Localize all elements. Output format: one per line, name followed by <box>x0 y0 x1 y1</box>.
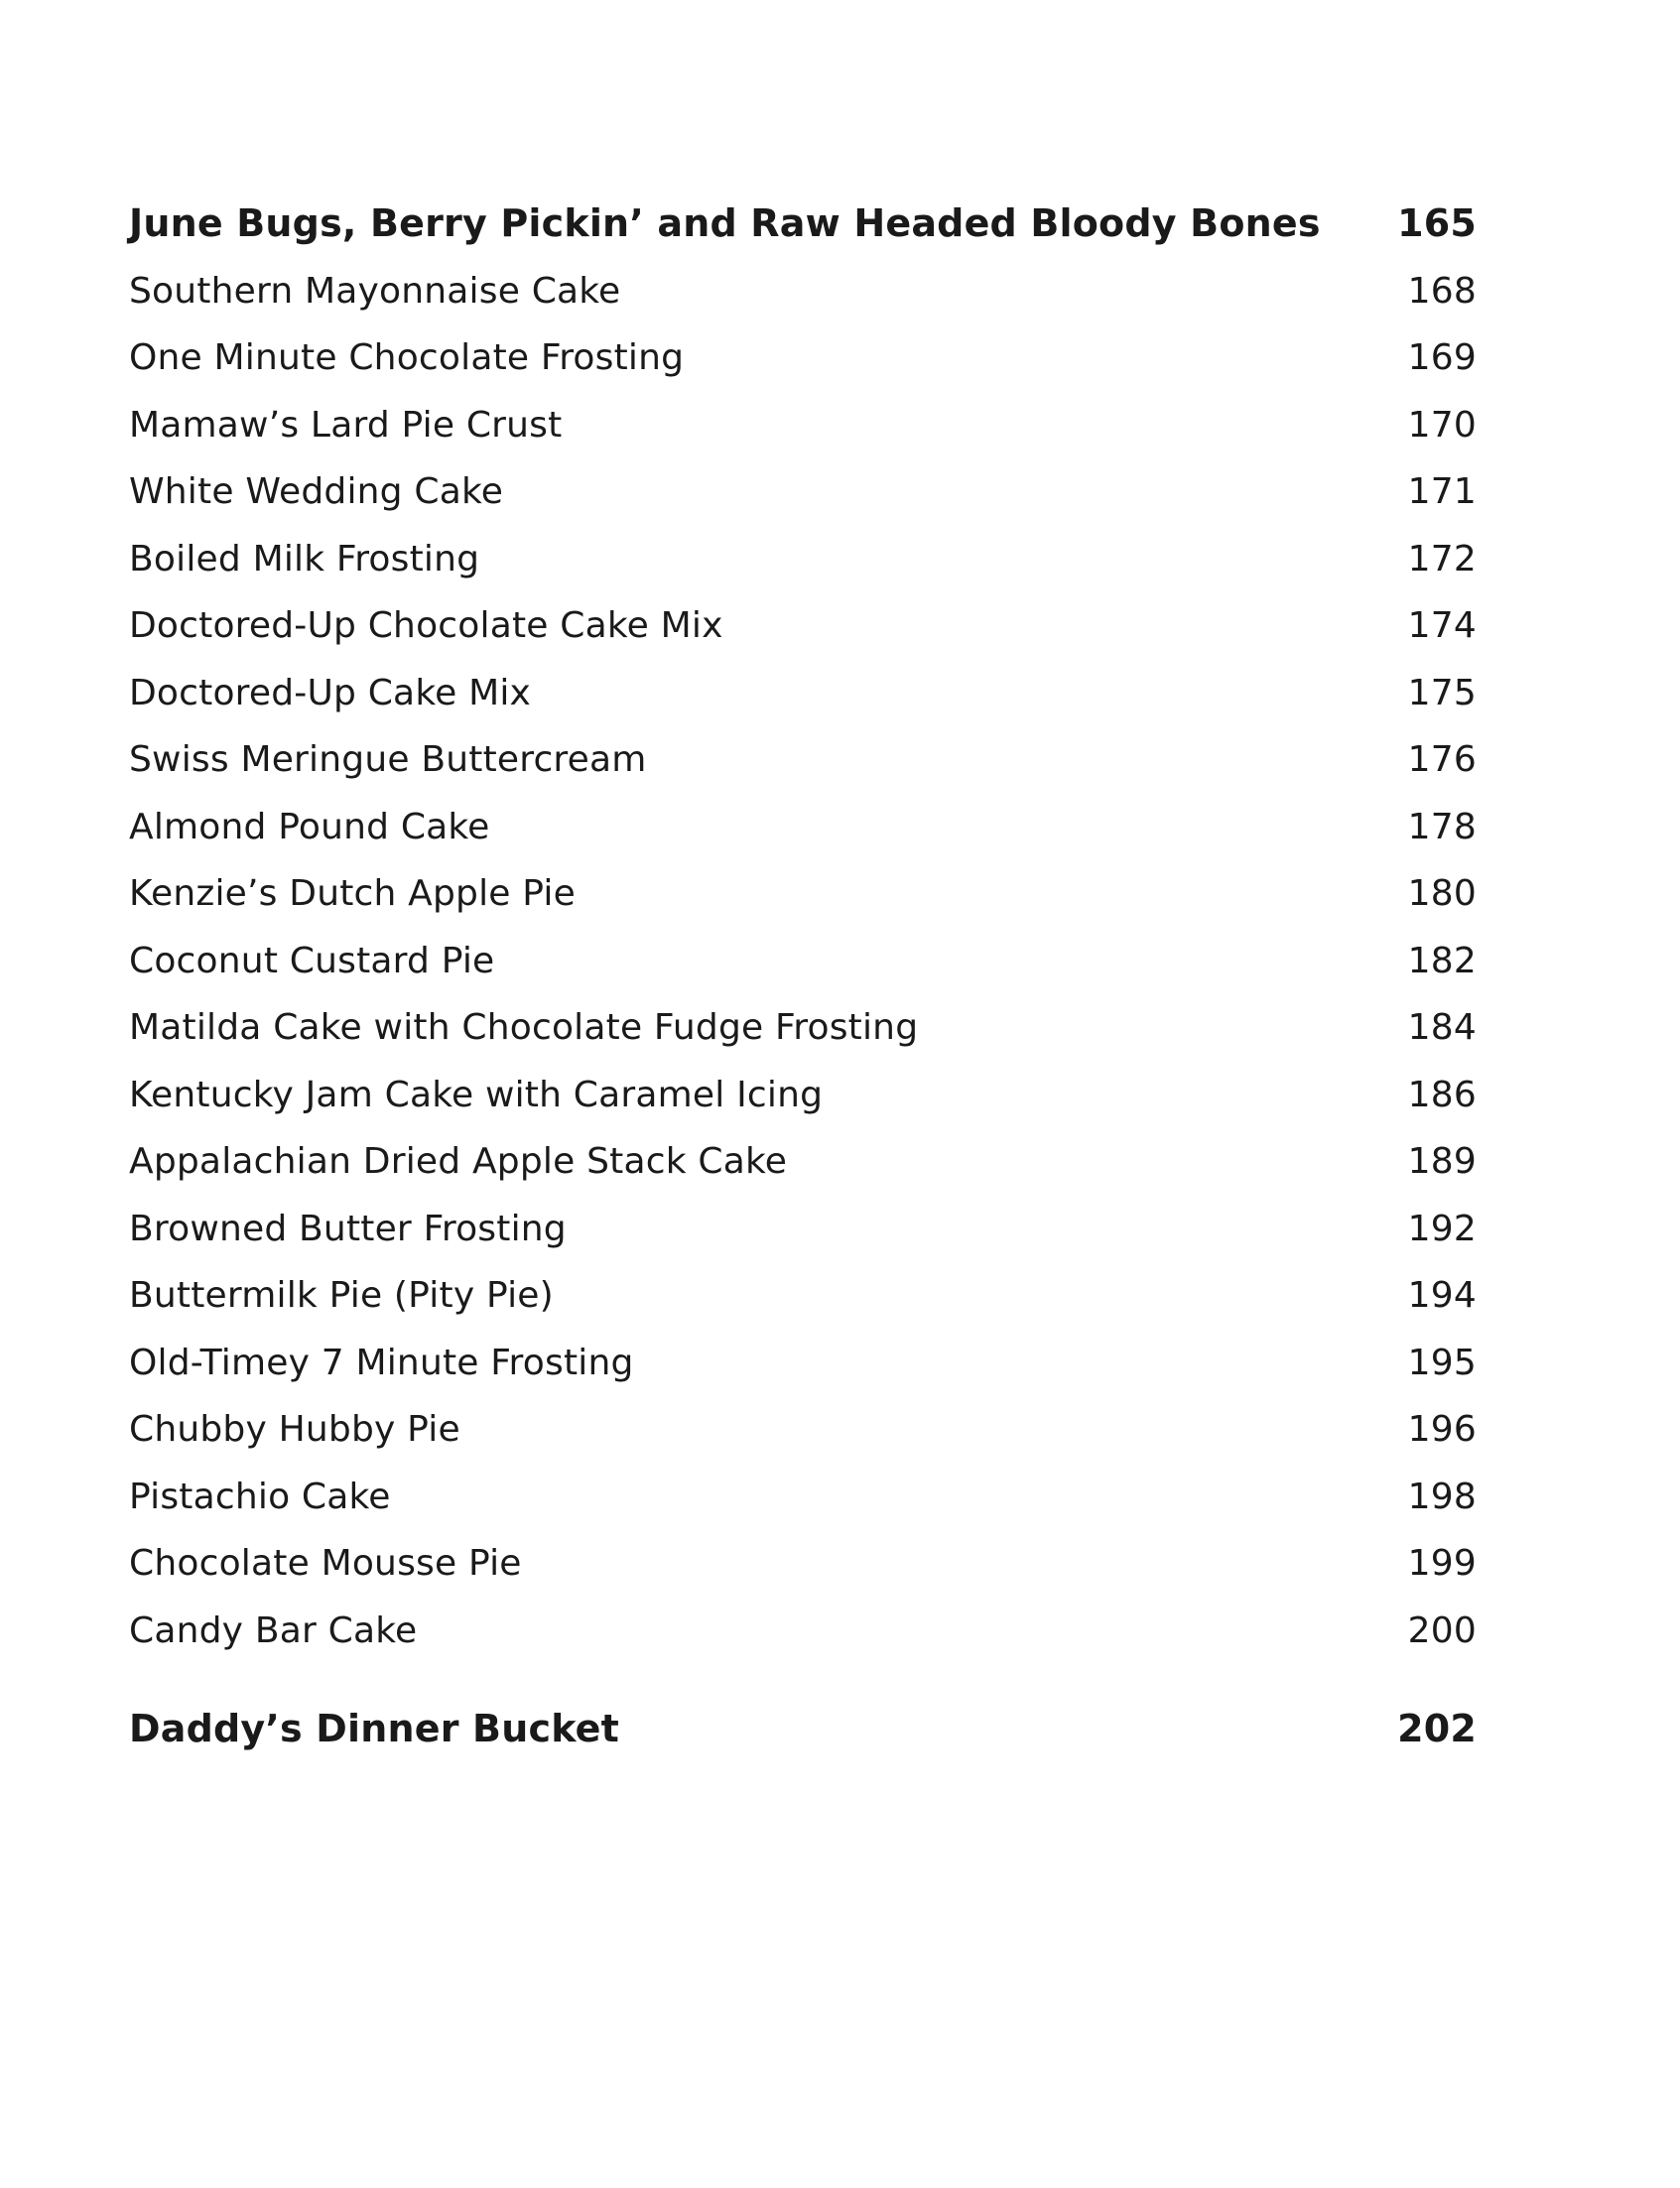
entry-title: Old-Timey 7 Minute Frosting <box>129 1342 634 1383</box>
toc-entry[interactable] <box>129 1330 1477 1397</box>
section-title: Daddy’s Dinner Bucket <box>129 1707 619 1750</box>
entry-title: Boiled Milk Frosting <box>129 538 480 579</box>
toc-entry[interactable] <box>129 324 1477 392</box>
toc-entry[interactable] <box>129 660 1477 727</box>
entry-page-number: 189 <box>1407 1141 1477 1182</box>
table-of-contents <box>129 191 1477 1763</box>
entry-title: Appalachian Dried Apple Stack Cake <box>129 1141 788 1182</box>
entry-page-number: 194 <box>1407 1275 1477 1316</box>
toc-entry[interactable] <box>129 1396 1477 1464</box>
toc-entry[interactable] <box>129 1196 1477 1263</box>
toc-entry[interactable] <box>129 1464 1477 1531</box>
entry-page-number: 170 <box>1407 404 1477 446</box>
toc-entry[interactable] <box>129 928 1477 995</box>
entry-title: Browned Butter Frosting <box>129 1208 567 1249</box>
entry-title: Pistachio Cake <box>129 1476 391 1517</box>
entry-page-number: 172 <box>1407 538 1477 579</box>
entry-title: Almond Pound Cake <box>129 806 490 847</box>
entry-page-number: 174 <box>1407 605 1477 646</box>
entry-page-number: 199 <box>1407 1543 1477 1584</box>
entry-title: Buttermilk Pie (Pity Pie) <box>129 1275 554 1316</box>
entry-title: One Minute Chocolate Frosting <box>129 337 685 378</box>
entry-title: Mamaw’s Lard Pie Crust <box>129 404 563 446</box>
entry-title: Doctored-Up Cake Mix <box>129 672 532 713</box>
entry-title: Candy Bar Cake <box>129 1609 418 1651</box>
entry-page-number: 182 <box>1407 940 1477 981</box>
entry-page-number: 171 <box>1407 471 1477 512</box>
toc-entry[interactable] <box>129 1598 1477 1665</box>
toc-entry[interactable] <box>129 726 1477 794</box>
entry-page-number: 196 <box>1407 1409 1477 1450</box>
entry-page-number: 175 <box>1407 672 1477 713</box>
toc-section-heading[interactable] <box>129 191 1477 258</box>
toc-entry[interactable] <box>129 458 1477 526</box>
toc-entry[interactable] <box>129 794 1477 861</box>
toc-entry[interactable] <box>129 392 1477 459</box>
section-page-number: 202 <box>1397 1707 1477 1750</box>
toc-entry[interactable] <box>129 994 1477 1062</box>
toc-entry[interactable] <box>129 1262 1477 1330</box>
entry-page-number: 184 <box>1407 1007 1477 1048</box>
section-title: June Bugs, Berry Pickin’ and Raw Headed Bloody Bones <box>129 201 1321 245</box>
toc-section-heading[interactable] <box>129 1696 1477 1763</box>
entry-page-number: 178 <box>1407 806 1477 847</box>
entry-page-number: 200 <box>1407 1609 1477 1651</box>
entry-title: Swiss Meringue Buttercream <box>129 739 647 780</box>
entry-title: Matilda Cake with Chocolate Fudge Frosting <box>129 1007 919 1048</box>
entry-title: Southern Mayonnaise Cake <box>129 270 621 312</box>
toc-entry[interactable] <box>129 592 1477 660</box>
toc-entry[interactable] <box>129 258 1477 325</box>
entry-page-number: 168 <box>1407 270 1477 312</box>
toc-entry[interactable] <box>129 1530 1477 1598</box>
entry-title: White Wedding Cake <box>129 471 504 512</box>
entry-title: Kentucky Jam Cake with Caramel Icing <box>129 1074 824 1115</box>
toc-entry[interactable] <box>129 1128 1477 1196</box>
entry-title: Doctored-Up Chocolate Cake Mix <box>129 605 723 646</box>
entry-page-number: 198 <box>1407 1476 1477 1517</box>
toc-entry[interactable] <box>129 1062 1477 1129</box>
toc-entry[interactable] <box>129 860 1477 928</box>
entry-page-number: 176 <box>1407 739 1477 780</box>
entry-title: Chocolate Mousse Pie <box>129 1543 522 1584</box>
entry-page-number: 192 <box>1407 1208 1477 1249</box>
entry-page-number: 169 <box>1407 337 1477 378</box>
entry-page-number: 195 <box>1407 1342 1477 1383</box>
toc-entry[interactable] <box>129 526 1477 593</box>
entry-page-number: 180 <box>1407 873 1477 914</box>
section-page-number: 165 <box>1397 201 1477 245</box>
toc-entry-list <box>129 258 1477 1665</box>
entry-title: Kenzie’s Dutch Apple Pie <box>129 873 576 914</box>
entry-title: Coconut Custard Pie <box>129 940 495 981</box>
entry-title: Chubby Hubby Pie <box>129 1409 460 1450</box>
entry-page-number: 186 <box>1407 1074 1477 1115</box>
